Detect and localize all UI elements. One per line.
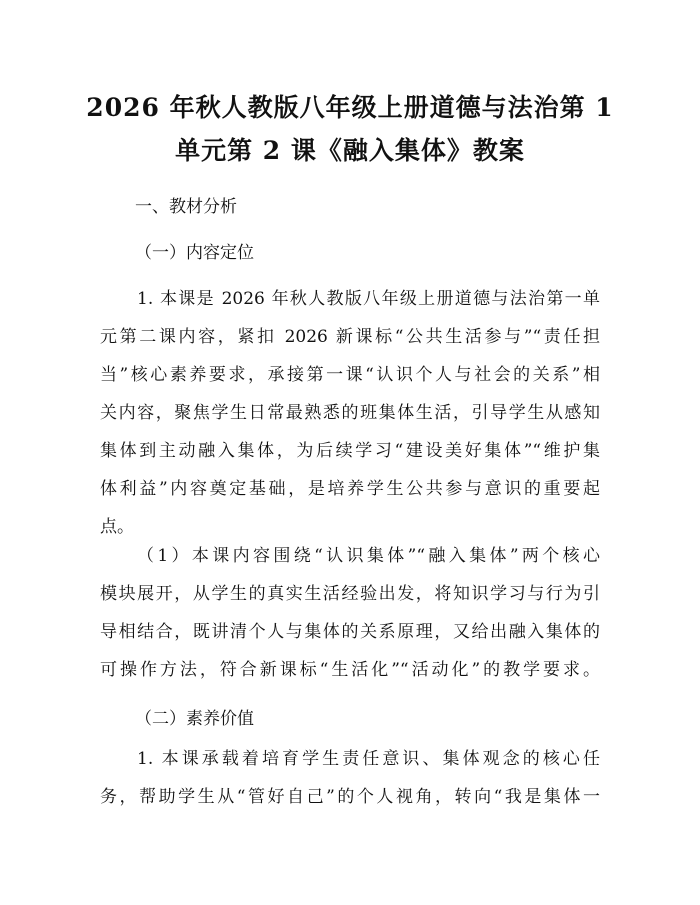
paragraph-line: 模块展开，从学生的真实生活经验出发，将知识学习与行为引 — [100, 584, 600, 604]
subsection-heading-literacy-value: （二）素养价值 — [135, 709, 254, 729]
paragraph-line: 1. 本课是 2026 年秋人教版八年级上册道德与法治第一单 — [137, 289, 600, 309]
paragraph-line: 元第二课内容，紧扣 2026 新课标“公共生活参与”“责任担 — [100, 327, 600, 347]
document-title-line-2: 单元第 2 课《融入集体》教案 — [175, 136, 525, 165]
paragraph-content-modules — [100, 537, 600, 689]
paragraph-line: 导相结合，既讲清个人与集体的关系原理，又给出融入集体的 — [100, 622, 600, 642]
paragraph-line: 点。 — [100, 517, 134, 537]
paragraph-line: （1）本课内容围绕“认识集体”“融入集体”两个核心 — [137, 546, 600, 566]
paragraph-line: 可操作方法，符合新课标“生活化”“活动化”的教学要求。 — [100, 660, 600, 680]
paragraph-line: 务，帮助学生从“管好自己”的个人视角，转向“我是集体一 — [100, 787, 600, 807]
paragraph-line: 关内容，聚焦学生日常最熟悉的班集体生活，引导学生从感知 — [100, 403, 600, 423]
subsection-heading-content-positioning: （一）内容定位 — [135, 243, 254, 263]
paragraph-line: 体利益”内容奠定基础，是培养学生公共参与意识的重要起 — [100, 479, 600, 499]
paragraph-line: 1. 本课承载着培育学生责任意识、集体观念的核心任 — [137, 749, 600, 769]
document-title-line-1: 2026 年秋人教版八年级上册道德与法治第 1 — [86, 93, 614, 122]
paragraph-line: 集体到主动融入集体，为后续学习“建设美好集体”“维护集 — [100, 441, 600, 461]
paragraph-literacy-value — [100, 740, 600, 816]
paragraph-content-positioning — [100, 280, 600, 546]
paragraph-line: 当”核心素养要求，承接第一课“认识个人与社会的关系”相 — [100, 365, 600, 385]
section-heading-teaching-material-analysis: 一、教材分析 — [135, 197, 237, 217]
